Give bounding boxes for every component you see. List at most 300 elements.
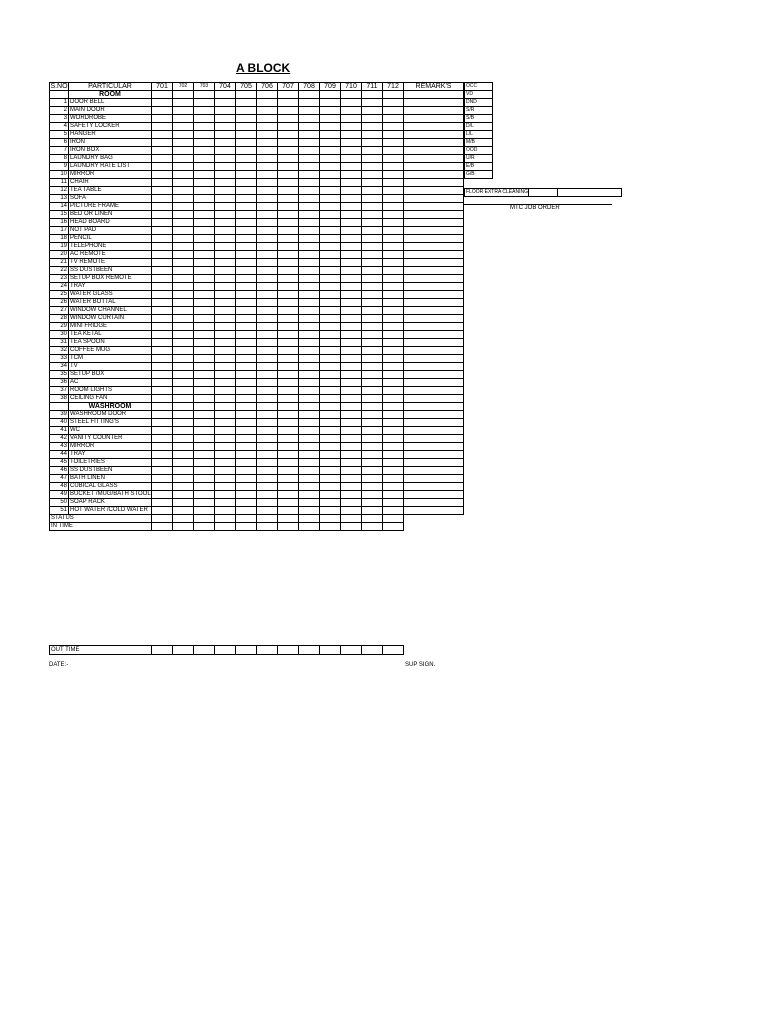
check-cell[interactable] [320, 475, 341, 483]
remark-cell[interactable] [404, 483, 464, 491]
check-cell[interactable] [257, 499, 278, 507]
check-cell[interactable] [362, 339, 383, 347]
check-cell[interactable] [257, 323, 278, 331]
check-cell[interactable] [257, 347, 278, 355]
check-cell[interactable] [383, 267, 404, 275]
check-cell[interactable] [173, 203, 194, 211]
check-cell[interactable] [299, 179, 320, 187]
remark-cell[interactable] [404, 499, 464, 507]
time-cell[interactable] [362, 646, 383, 655]
check-cell[interactable] [215, 315, 236, 323]
check-cell[interactable] [362, 443, 383, 451]
check-cell[interactable] [257, 451, 278, 459]
check-cell[interactable] [299, 275, 320, 283]
check-cell[interactable] [236, 219, 257, 227]
check-cell[interactable] [194, 275, 215, 283]
check-cell[interactable] [173, 435, 194, 443]
check-cell[interactable] [173, 163, 194, 171]
check-cell[interactable] [362, 123, 383, 131]
check-cell[interactable] [299, 339, 320, 347]
check-cell[interactable] [362, 379, 383, 387]
check-cell[interactable] [320, 139, 341, 147]
time-cell[interactable] [257, 523, 278, 531]
check-cell[interactable] [383, 379, 404, 387]
check-cell[interactable] [383, 387, 404, 395]
check-cell[interactable] [173, 147, 194, 155]
check-cell[interactable] [257, 99, 278, 107]
check-cell[interactable] [320, 107, 341, 115]
check-cell[interactable] [215, 259, 236, 267]
check-cell[interactable] [320, 411, 341, 419]
check-cell[interactable] [278, 411, 299, 419]
check-cell[interactable] [152, 323, 173, 331]
check-cell[interactable] [236, 403, 257, 411]
check-cell[interactable] [383, 355, 404, 363]
check-cell[interactable] [341, 291, 362, 299]
check-cell[interactable] [299, 131, 320, 139]
check-cell[interactable] [278, 227, 299, 235]
check-cell[interactable] [257, 267, 278, 275]
check-cell[interactable] [173, 379, 194, 387]
check-cell[interactable] [362, 179, 383, 187]
check-cell[interactable] [152, 243, 173, 251]
check-cell[interactable] [236, 171, 257, 179]
remark-cell[interactable] [404, 371, 464, 379]
check-cell[interactable] [215, 275, 236, 283]
check-cell[interactable] [152, 267, 173, 275]
check-cell[interactable] [194, 427, 215, 435]
check-cell[interactable] [173, 467, 194, 475]
check-cell[interactable] [341, 107, 362, 115]
check-cell[interactable] [383, 499, 404, 507]
time-cell[interactable] [236, 646, 257, 655]
check-cell[interactable] [194, 187, 215, 195]
remark-cell[interactable] [404, 355, 464, 363]
check-cell[interactable] [341, 163, 362, 171]
check-cell[interactable] [194, 331, 215, 339]
check-cell[interactable] [173, 211, 194, 219]
check-cell[interactable] [320, 179, 341, 187]
check-cell[interactable] [236, 323, 257, 331]
check-cell[interactable] [152, 507, 173, 515]
check-cell[interactable] [152, 171, 173, 179]
check-cell[interactable] [383, 211, 404, 219]
check-cell[interactable] [383, 483, 404, 491]
check-cell[interactable] [215, 395, 236, 403]
check-cell[interactable] [278, 435, 299, 443]
check-cell[interactable] [299, 499, 320, 507]
check-cell[interactable] [152, 99, 173, 107]
check-cell[interactable] [215, 435, 236, 443]
check-cell[interactable] [257, 91, 278, 99]
check-cell[interactable] [320, 259, 341, 267]
check-cell[interactable] [299, 203, 320, 211]
time-cell[interactable] [194, 515, 215, 523]
check-cell[interactable] [320, 315, 341, 323]
check-cell[interactable] [257, 211, 278, 219]
check-cell[interactable] [278, 187, 299, 195]
check-cell[interactable] [362, 195, 383, 203]
time-cell[interactable] [257, 646, 278, 655]
remark-cell[interactable] [404, 315, 464, 323]
check-cell[interactable] [341, 491, 362, 499]
check-cell[interactable] [278, 259, 299, 267]
check-cell[interactable] [194, 243, 215, 251]
check-cell[interactable] [341, 235, 362, 243]
time-cell[interactable] [383, 523, 404, 531]
check-cell[interactable] [194, 499, 215, 507]
check-cell[interactable] [152, 459, 173, 467]
check-cell[interactable] [215, 171, 236, 179]
check-cell[interactable] [278, 243, 299, 251]
check-cell[interactable] [362, 403, 383, 411]
check-cell[interactable] [152, 195, 173, 203]
check-cell[interactable] [236, 131, 257, 139]
check-cell[interactable] [299, 107, 320, 115]
check-cell[interactable] [215, 363, 236, 371]
check-cell[interactable] [215, 387, 236, 395]
check-cell[interactable] [236, 259, 257, 267]
check-cell[interactable] [341, 371, 362, 379]
check-cell[interactable] [383, 419, 404, 427]
check-cell[interactable] [173, 459, 194, 467]
check-cell[interactable] [194, 91, 215, 99]
check-cell[interactable] [341, 499, 362, 507]
check-cell[interactable] [173, 235, 194, 243]
check-cell[interactable] [257, 491, 278, 499]
check-cell[interactable] [152, 427, 173, 435]
check-cell[interactable] [236, 507, 257, 515]
check-cell[interactable] [215, 139, 236, 147]
time-cell[interactable] [236, 523, 257, 531]
check-cell[interactable] [278, 323, 299, 331]
check-cell[interactable] [257, 331, 278, 339]
check-cell[interactable] [341, 283, 362, 291]
check-cell[interactable] [383, 315, 404, 323]
check-cell[interactable] [299, 283, 320, 291]
check-cell[interactable] [383, 491, 404, 499]
check-cell[interactable] [362, 251, 383, 259]
time-cell[interactable] [320, 646, 341, 655]
check-cell[interactable] [257, 403, 278, 411]
check-cell[interactable] [278, 499, 299, 507]
check-cell[interactable] [299, 155, 320, 163]
check-cell[interactable] [320, 147, 341, 155]
check-cell[interactable] [362, 347, 383, 355]
check-cell[interactable] [362, 467, 383, 475]
floor-extra-cleaning-cell[interactable] [528, 189, 557, 197]
check-cell[interactable] [152, 275, 173, 283]
check-cell[interactable] [257, 187, 278, 195]
check-cell[interactable] [152, 435, 173, 443]
check-cell[interactable] [152, 451, 173, 459]
check-cell[interactable] [383, 467, 404, 475]
check-cell[interactable] [341, 219, 362, 227]
check-cell[interactable] [299, 195, 320, 203]
check-cell[interactable] [257, 107, 278, 115]
check-cell[interactable] [152, 299, 173, 307]
check-cell[interactable] [236, 115, 257, 123]
check-cell[interactable] [341, 475, 362, 483]
check-cell[interactable] [383, 187, 404, 195]
check-cell[interactable] [362, 147, 383, 155]
time-cell[interactable] [173, 523, 194, 531]
check-cell[interactable] [194, 179, 215, 187]
check-cell[interactable] [236, 235, 257, 243]
check-cell[interactable] [299, 171, 320, 179]
check-cell[interactable] [215, 411, 236, 419]
check-cell[interactable] [152, 259, 173, 267]
check-cell[interactable] [215, 179, 236, 187]
check-cell[interactable] [362, 459, 383, 467]
check-cell[interactable] [299, 411, 320, 419]
check-cell[interactable] [236, 187, 257, 195]
check-cell[interactable] [173, 507, 194, 515]
check-cell[interactable] [152, 147, 173, 155]
check-cell[interactable] [257, 115, 278, 123]
remark-cell[interactable] [404, 283, 464, 291]
check-cell[interactable] [194, 419, 215, 427]
check-cell[interactable] [320, 419, 341, 427]
check-cell[interactable] [383, 115, 404, 123]
check-cell[interactable] [152, 395, 173, 403]
check-cell[interactable] [236, 211, 257, 219]
check-cell[interactable] [278, 219, 299, 227]
check-cell[interactable] [236, 411, 257, 419]
check-cell[interactable] [236, 283, 257, 291]
check-cell[interactable] [257, 155, 278, 163]
check-cell[interactable] [152, 403, 173, 411]
check-cell[interactable] [215, 443, 236, 451]
check-cell[interactable] [173, 251, 194, 259]
check-cell[interactable] [320, 403, 341, 411]
check-cell[interactable] [320, 507, 341, 515]
check-cell[interactable] [362, 267, 383, 275]
check-cell[interactable] [278, 283, 299, 291]
check-cell[interactable] [383, 435, 404, 443]
remark-cell[interactable] [404, 227, 464, 235]
check-cell[interactable] [299, 163, 320, 171]
check-cell[interactable] [362, 475, 383, 483]
check-cell[interactable] [383, 363, 404, 371]
check-cell[interactable] [278, 163, 299, 171]
check-cell[interactable] [152, 315, 173, 323]
check-cell[interactable] [383, 235, 404, 243]
check-cell[interactable] [320, 131, 341, 139]
check-cell[interactable] [320, 339, 341, 347]
check-cell[interactable] [236, 227, 257, 235]
check-cell[interactable] [320, 243, 341, 251]
check-cell[interactable] [341, 131, 362, 139]
check-cell[interactable] [362, 299, 383, 307]
check-cell[interactable] [257, 483, 278, 491]
check-cell[interactable] [362, 139, 383, 147]
check-cell[interactable] [215, 419, 236, 427]
check-cell[interactable] [383, 155, 404, 163]
check-cell[interactable] [152, 307, 173, 315]
check-cell[interactable] [215, 427, 236, 435]
check-cell[interactable] [236, 307, 257, 315]
check-cell[interactable] [362, 435, 383, 443]
check-cell[interactable] [299, 371, 320, 379]
check-cell[interactable] [257, 123, 278, 131]
check-cell[interactable] [257, 371, 278, 379]
check-cell[interactable] [362, 107, 383, 115]
check-cell[interactable] [320, 123, 341, 131]
time-cell[interactable] [173, 515, 194, 523]
check-cell[interactable] [152, 115, 173, 123]
check-cell[interactable] [152, 227, 173, 235]
check-cell[interactable] [341, 227, 362, 235]
check-cell[interactable] [278, 491, 299, 499]
check-cell[interactable] [341, 395, 362, 403]
check-cell[interactable] [194, 283, 215, 291]
check-cell[interactable] [362, 371, 383, 379]
check-cell[interactable] [194, 107, 215, 115]
check-cell[interactable] [383, 107, 404, 115]
remark-cell[interactable] [404, 171, 464, 179]
check-cell[interactable] [257, 147, 278, 155]
check-cell[interactable] [299, 115, 320, 123]
check-cell[interactable] [257, 179, 278, 187]
check-cell[interactable] [173, 443, 194, 451]
remark-cell[interactable] [404, 291, 464, 299]
check-cell[interactable] [383, 203, 404, 211]
check-cell[interactable] [362, 171, 383, 179]
check-cell[interactable] [320, 483, 341, 491]
check-cell[interactable] [236, 491, 257, 499]
check-cell[interactable] [194, 387, 215, 395]
check-cell[interactable] [362, 427, 383, 435]
check-cell[interactable] [194, 227, 215, 235]
check-cell[interactable] [257, 339, 278, 347]
check-cell[interactable] [341, 483, 362, 491]
check-cell[interactable] [194, 131, 215, 139]
check-cell[interactable] [173, 403, 194, 411]
check-cell[interactable] [173, 315, 194, 323]
remark-cell[interactable] [404, 363, 464, 371]
check-cell[interactable] [173, 451, 194, 459]
check-cell[interactable] [215, 475, 236, 483]
check-cell[interactable] [341, 435, 362, 443]
check-cell[interactable] [278, 99, 299, 107]
time-cell[interactable] [320, 523, 341, 531]
check-cell[interactable] [383, 299, 404, 307]
check-cell[interactable] [152, 363, 173, 371]
check-cell[interactable] [173, 363, 194, 371]
remark-cell[interactable] [404, 195, 464, 203]
check-cell[interactable] [173, 491, 194, 499]
check-cell[interactable] [236, 467, 257, 475]
check-cell[interactable] [299, 243, 320, 251]
check-cell[interactable] [320, 91, 341, 99]
remark-cell[interactable] [404, 307, 464, 315]
check-cell[interactable] [173, 371, 194, 379]
check-cell[interactable] [383, 451, 404, 459]
check-cell[interactable] [152, 475, 173, 483]
check-cell[interactable] [278, 299, 299, 307]
check-cell[interactable] [173, 355, 194, 363]
check-cell[interactable] [152, 91, 173, 99]
check-cell[interactable] [257, 363, 278, 371]
check-cell[interactable] [341, 451, 362, 459]
check-cell[interactable] [383, 403, 404, 411]
check-cell[interactable] [278, 483, 299, 491]
check-cell[interactable] [362, 131, 383, 139]
check-cell[interactable] [194, 315, 215, 323]
check-cell[interactable] [194, 235, 215, 243]
check-cell[interactable] [215, 355, 236, 363]
check-cell[interactable] [215, 459, 236, 467]
check-cell[interactable] [383, 259, 404, 267]
remark-cell[interactable] [404, 275, 464, 283]
check-cell[interactable] [383, 243, 404, 251]
check-cell[interactable] [257, 435, 278, 443]
time-cell[interactable] [320, 515, 341, 523]
check-cell[interactable] [194, 411, 215, 419]
check-cell[interactable] [257, 219, 278, 227]
check-cell[interactable] [362, 411, 383, 419]
remark-cell[interactable] [404, 243, 464, 251]
check-cell[interactable] [383, 291, 404, 299]
check-cell[interactable] [362, 275, 383, 283]
remark-cell[interactable] [404, 299, 464, 307]
check-cell[interactable] [194, 115, 215, 123]
check-cell[interactable] [278, 347, 299, 355]
check-cell[interactable] [383, 347, 404, 355]
check-cell[interactable] [257, 467, 278, 475]
check-cell[interactable] [215, 467, 236, 475]
time-cell[interactable] [362, 523, 383, 531]
check-cell[interactable] [278, 395, 299, 403]
check-cell[interactable] [278, 451, 299, 459]
time-cell[interactable] [299, 523, 320, 531]
remark-cell[interactable] [404, 427, 464, 435]
check-cell[interactable] [236, 363, 257, 371]
check-cell[interactable] [194, 339, 215, 347]
check-cell[interactable] [257, 235, 278, 243]
check-cell[interactable] [173, 347, 194, 355]
check-cell[interactable] [236, 347, 257, 355]
remark-cell[interactable] [404, 443, 464, 451]
check-cell[interactable] [299, 483, 320, 491]
check-cell[interactable] [341, 187, 362, 195]
check-cell[interactable] [215, 131, 236, 139]
check-cell[interactable] [278, 379, 299, 387]
check-cell[interactable] [362, 155, 383, 163]
check-cell[interactable] [278, 507, 299, 515]
check-cell[interactable] [278, 155, 299, 163]
remark-cell[interactable] [404, 475, 464, 483]
check-cell[interactable] [173, 267, 194, 275]
remark-cell[interactable] [404, 99, 464, 107]
check-cell[interactable] [341, 323, 362, 331]
check-cell[interactable] [362, 283, 383, 291]
check-cell[interactable] [341, 363, 362, 371]
check-cell[interactable] [194, 371, 215, 379]
check-cell[interactable] [383, 163, 404, 171]
check-cell[interactable] [194, 267, 215, 275]
check-cell[interactable] [320, 299, 341, 307]
check-cell[interactable] [299, 443, 320, 451]
check-cell[interactable] [215, 323, 236, 331]
check-cell[interactable] [341, 139, 362, 147]
check-cell[interactable] [362, 259, 383, 267]
check-cell[interactable] [215, 347, 236, 355]
check-cell[interactable] [320, 371, 341, 379]
check-cell[interactable] [236, 195, 257, 203]
check-cell[interactable] [278, 131, 299, 139]
